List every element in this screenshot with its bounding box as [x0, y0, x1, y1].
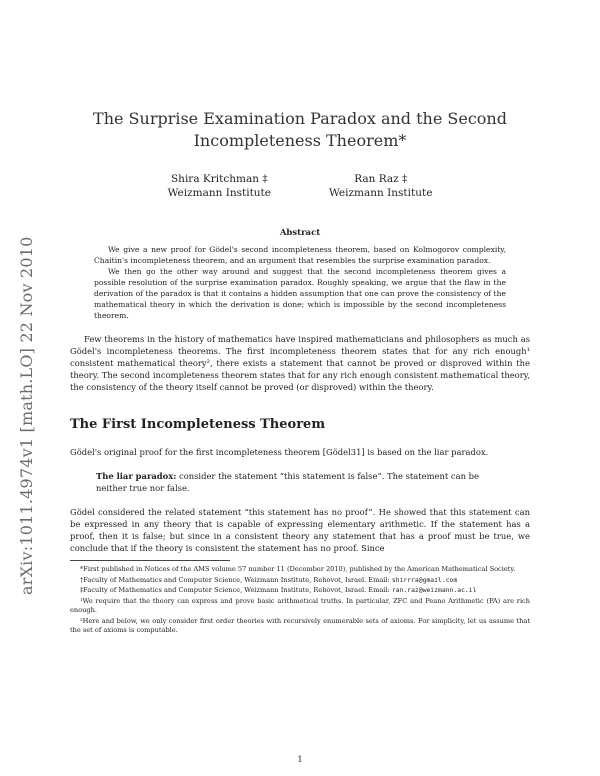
abstract-heading: Abstract	[279, 228, 321, 238]
liar-label: The liar paradox:	[96, 471, 177, 481]
footnotes	[70, 565, 530, 636]
author-affiliation: Weizmann Institute	[329, 187, 433, 199]
footnote: ²Here and below, we only consider first order theories with recursively enumerable sets of axioms. For simplicity, let us assume that the set of axioms is computable.	[70, 616, 530, 634]
footnote: ‡Faculty of Mathematics and Computer Science, Weizmann Institute, Rehovot, Israel. Email: ran.raz@weizmann.ac.il	[80, 586, 477, 594]
author-block	[70, 172, 530, 200]
email-link[interactable]: ran.raz@weizmann.ac.il	[391, 586, 477, 594]
footnote-rule	[70, 560, 230, 561]
author-affiliation: Weizmann Institute	[167, 187, 271, 199]
liar-paradox-block	[96, 470, 504, 494]
footnote: ¹We require that the theory can express and prove basic arithmetical truths. In particular, ZFC and Peano Arithmetic (PA) are rich enough.	[70, 596, 530, 614]
arxiv-stamp: arXiv:1011.4974v1 [math.LO] 22 Nov 2010	[17, 236, 36, 595]
section-paragraph: Gödel considered the related statement “this statement has no proof”. He showed that this statement can be expressed in any theory that is capable of expressing elementary arithmetic. If the statement has a proof, then it is false; but since in a consistent theory any statement that has a proof must be true, we conclude that if the theory is consistent the statement has no proof. Since	[70, 507, 530, 553]
abstract-paragraph: We then go the other way around and suggest that the second incompleteness theorem gives a possible resolution of the surprise examination paradox. Roughly speaking, we argue that the flaw in the derivation of the paradox is that it contains a hidden assumption that one can prove the consistency of the mathematical theory in which the derivation is done; which is impossible by the second incompleteness theorem.	[94, 267, 506, 320]
author-name: Ran Raz ‡	[354, 173, 408, 185]
author-1	[168, 172, 271, 200]
footnote: †Faculty of Mathematics and Computer Science, Weizmann Institute, Rehovot, Israel. Email: shirrra@gmail.com	[80, 575, 458, 584]
section-heading: The First Incompleteness Theorem	[70, 417, 326, 432]
footnote: *First published in Notices of the AMS volume 57 number 11 (December 2010), published by the American Mathematical Society.	[80, 565, 516, 573]
intro-paragraph: Few theorems in the history of mathematics have inspired mathematicians and philosophers as much as Gödel's incompleteness theorems. The first incompleteness theorem states that for any rich enough¹ consistent mathematical theory², there exists a statement that cannot be proved or disproved within the theory. The second incompleteness theorem states that for any rich enough consistent mathematical theory, the consistency of the theory itself cannot be proved (or disproved) within the theory.	[70, 334, 530, 392]
page-number: 1	[297, 754, 303, 764]
liar-text: consider the statement “this statement is false”. The statement can be neither true nor false.	[96, 471, 479, 493]
abstract-paragraph: We give a new proof for Gödel's second incompleteness theorem, based on Kolmogorov complexity, Chaitin's incompleteness theorem, and an argument that resembles the surprise examination paradox.	[94, 245, 506, 265]
abstract	[94, 244, 506, 321]
section-paragraph: Gödel's original proof for the first incompleteness theorem [Gödel31] is based on the liar paradox.	[70, 447, 489, 457]
paper-page	[70, 0, 530, 764]
author-2	[329, 172, 432, 200]
author-name: Shira Kritchman ‡	[170, 173, 268, 185]
paper-title: The Surprise Examination Paradox and the Second Incompleteness Theorem*	[93, 109, 507, 150]
email-link[interactable]: shirrra@gmail.com	[391, 575, 458, 584]
